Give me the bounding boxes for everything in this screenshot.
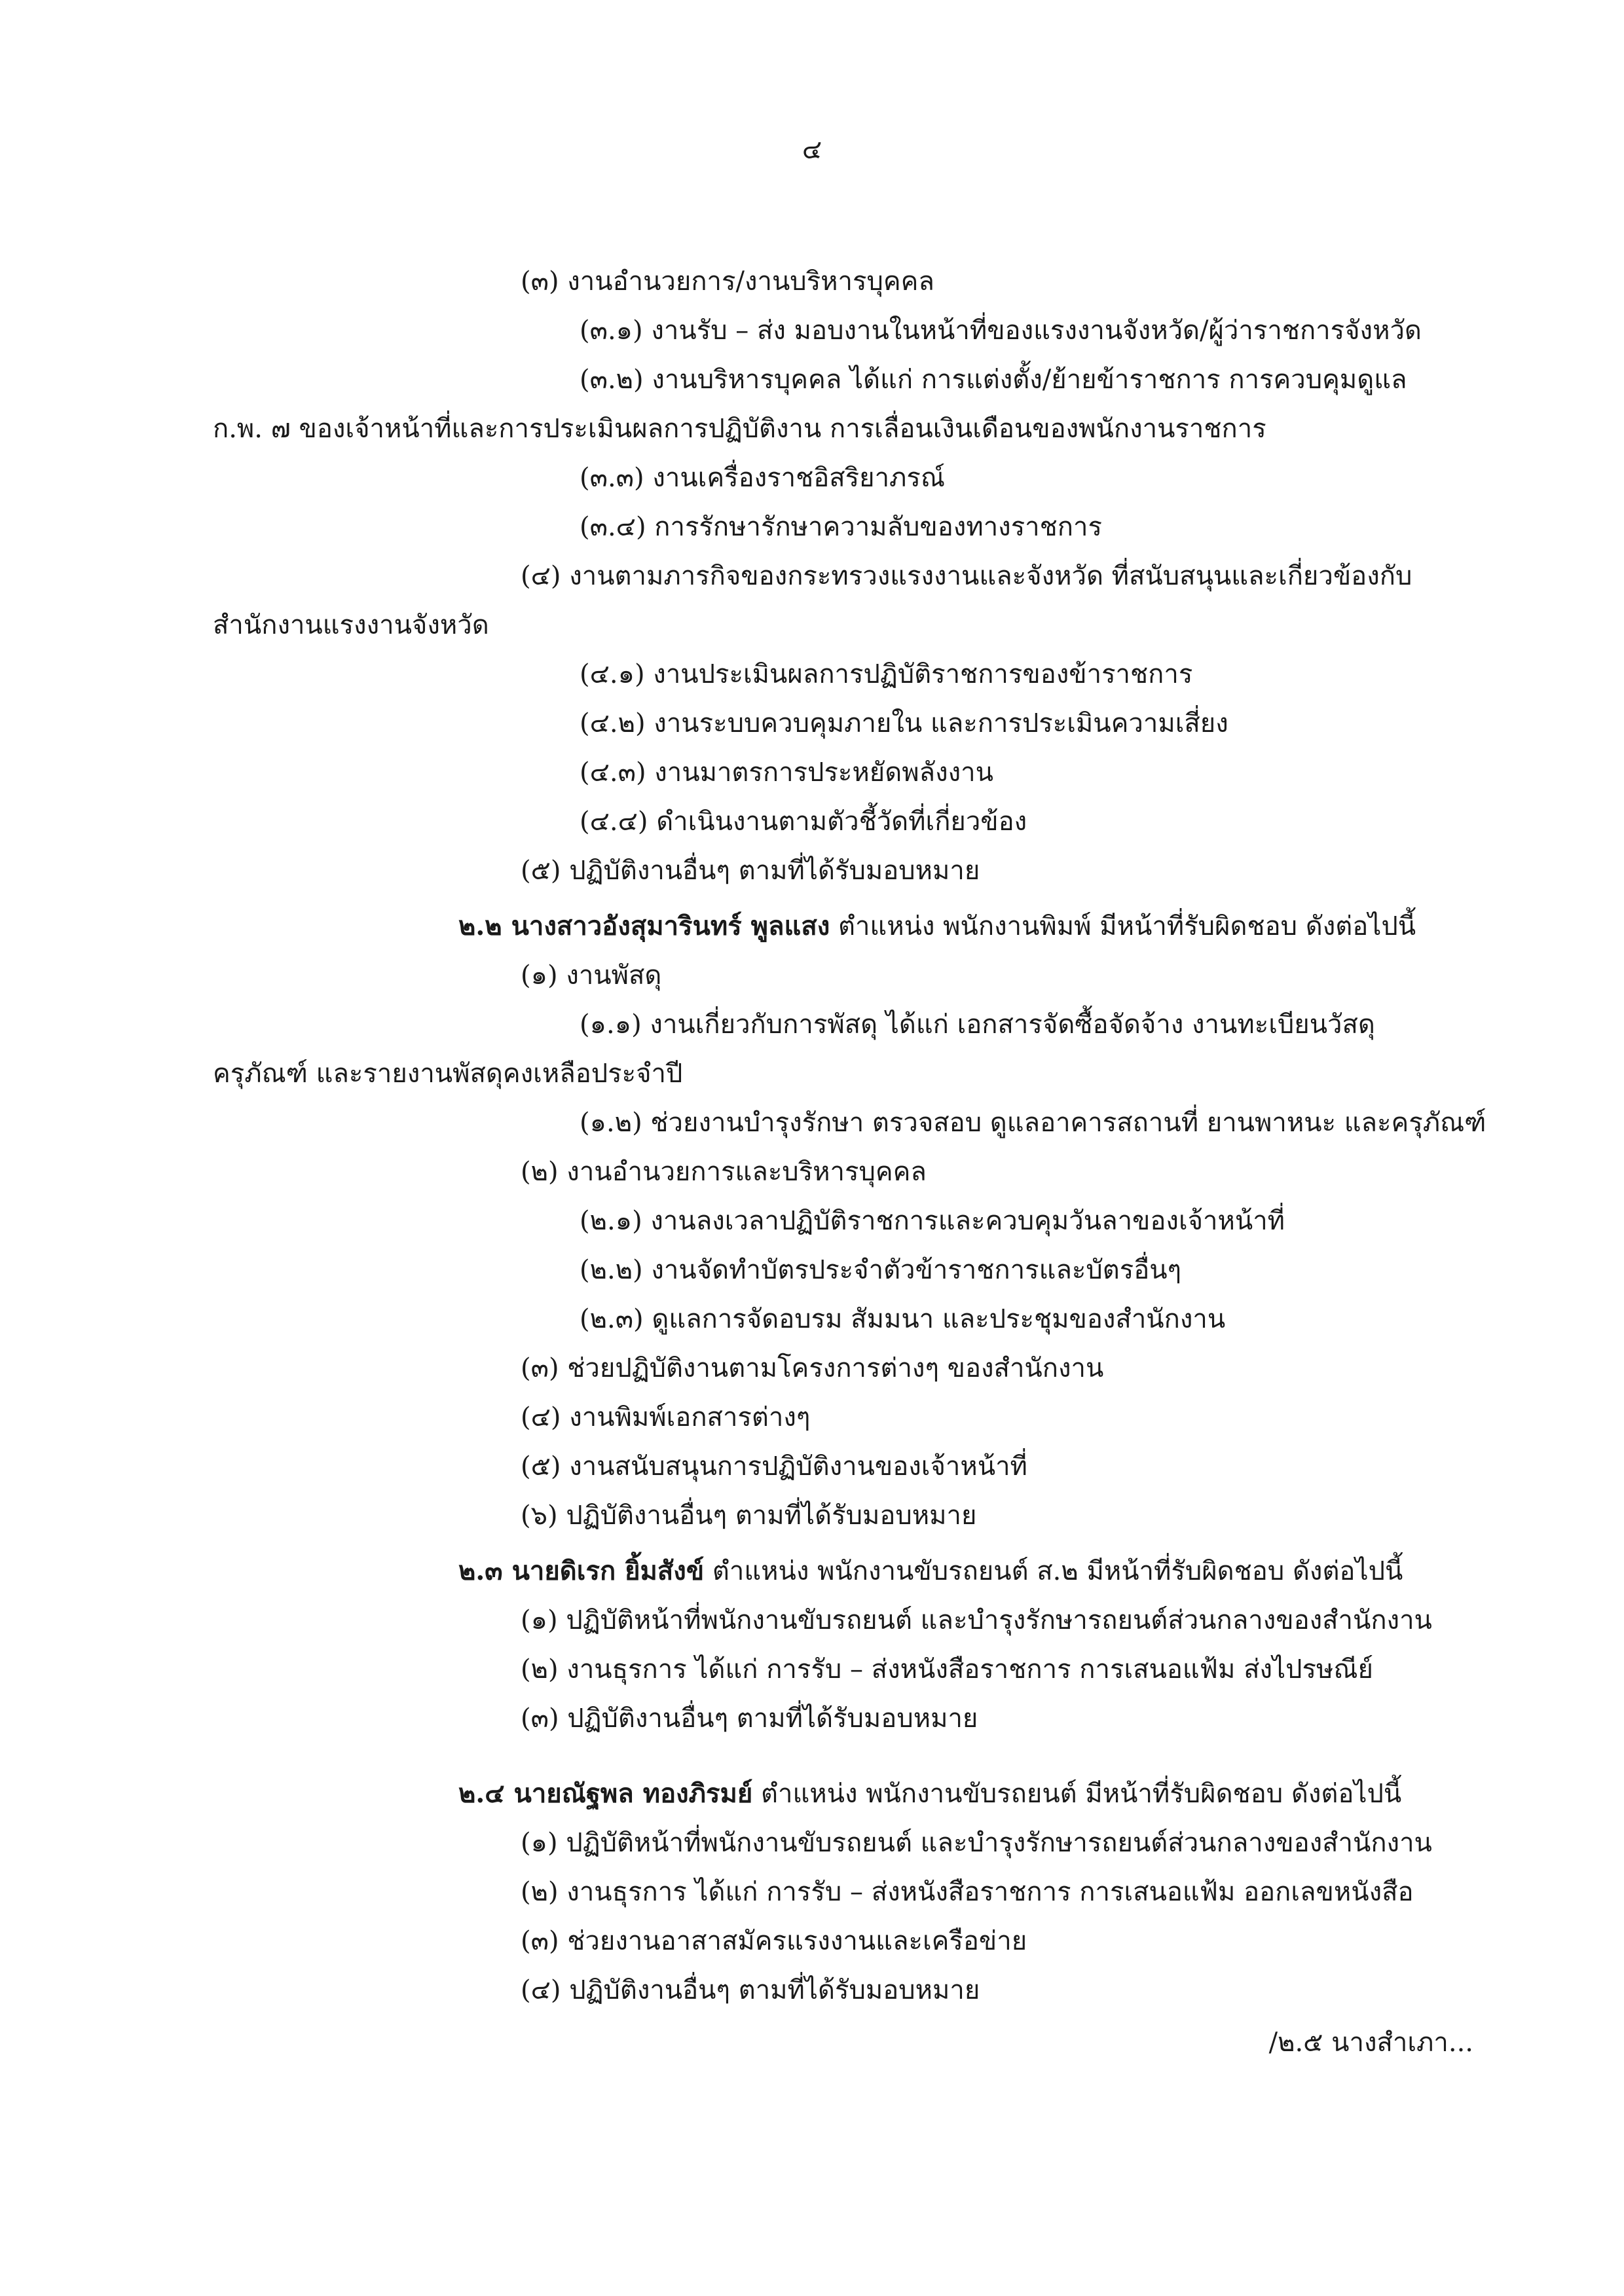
person-2-2-name: ๒.๒ นางสาวอังสุมารินทร์ พูลแสง: [458, 911, 830, 941]
item-4-4: (๔.๔) ดำเนินงานตามตัวชี้วัดที่เกี่ยวข้อง: [580, 807, 1027, 837]
person-2-3-name: ๒.๓ นายดิเรก ยิ้มสังข์: [458, 1556, 705, 1586]
p22-item-3: (๓) ช่วยปฏิบัติงานตามโครงการต่างๆ ของสำนักงาน: [521, 1353, 1104, 1383]
item-3-1: (๓.๑) งานรับ – ส่ง มอบงานในหน้าที่ของแรงงานจังหวัด/ผู้ว่าราชการจังหวัด: [580, 316, 1422, 346]
p24-item-1: (๑) ปฏิบัติหน้าที่พนักงานขับรถยนต์ และบำรุงรักษารถยนต์ส่วนกลางของสำนักงาน: [521, 1828, 1432, 1858]
p22-item-1-2: (๑.๒) ช่วยงานบำรุงรักษา ตรวจสอบ ดูแลอาคารสถานที่ ยานพาหนะ และครุภัณฑ์: [580, 1108, 1486, 1138]
person-2-4-heading: [458, 1777, 1401, 1811]
item-3-2: (๓.๒) งานบริหารบุคคล ได้แก่ การแต่งตั้ง/ย้ายข้าราชการ การควบคุมดูแล: [580, 365, 1407, 395]
item-4-3: (๔.๓) งานมาตรการประหยัดพลังงาน: [580, 757, 993, 788]
p22-item-4: (๔) งานพิมพ์เอกสารต่างๆ: [521, 1402, 811, 1432]
p24-item-2: (๒) งานธุรการ ได้แก่ การรับ – ส่งหนังสือราชการ การเสนอแฟ้ม ออกเลขหนังสือ: [521, 1877, 1414, 1907]
continuation-note: /๒.๕ นางสำเภา...: [1268, 2028, 1473, 2058]
p22-item-2-3: (๒.๓) ดูแลการจัดอบรม สัมมนา และประชุมของสำนักงาน: [580, 1304, 1226, 1334]
p22-item-2-2: (๒.๒) งานจัดทำบัตรประจำตัวข้าราชการและบัตรอื่นๆ: [580, 1255, 1182, 1285]
p22-item-1-1-continued: ครุภัณฑ์ และรายงานพัสดุคงเหลือประจำปี: [213, 1059, 683, 1089]
p24-item-4: (๔) ปฏิบัติงานอื่นๆ ตามที่ได้รับมอบหมาย: [521, 1975, 980, 2005]
item-4-1: (๔.๑) งานประเมินผลการปฏิบัติราชการของข้าราชการ: [580, 659, 1193, 689]
p23-item-2: (๒) งานธุรการ ได้แก่ การรับ – ส่งหนังสือราชการ การเสนอแฟ้ม ส่งไปรษณีย์: [521, 1654, 1373, 1685]
person-2-4-position: ตำแหน่ง พนักงานขับรถยนต์ มีหน้าที่รับผิดชอบ ดังต่อไปนี้: [752, 1779, 1402, 1809]
person-2-2-position: ตำแหน่ง พนักงานพิมพ์ มีหน้าที่รับผิดชอบ ดังต่อไปนี้: [830, 911, 1416, 941]
section3-heading: (๓) งานอำนวยการ/งานบริหารบุคคล: [521, 266, 934, 297]
p23-item-1: (๑) ปฏิบัติหน้าที่พนักงานขับรถยนต์ และบำรุงรักษารถยนต์ส่วนกลางของสำนักงาน: [521, 1605, 1432, 1635]
item-4-2: (๔.๒) งานระบบควบคุมภายใน และการประเมินความเสี่ยง: [580, 708, 1228, 738]
p22-item-2-1: (๒.๑) งานลงเวลาปฏิบัติราชการและควบคุมวันลาของเจ้าหน้าที่: [580, 1206, 1285, 1236]
p24-item-3: (๓) ช่วยงานอาสาสมัครแรงงานและเครือข่าย: [521, 1926, 1027, 1956]
person-2-3-position: ตำแหน่ง พนักงานขับรถยนต์ ส.๒ มีหน้าที่รับผิดชอบ ดังต่อไปนี้: [704, 1556, 1403, 1586]
item-3-3: (๓.๓) งานเครื่องราชอิสริยาภรณ์: [580, 463, 946, 493]
p22-item-6: (๖) ปฏิบัติงานอื่นๆ ตามที่ได้รับมอบหมาย: [521, 1501, 977, 1531]
p22-item-2: (๒) งานอำนวยการและบริหารบุคคล: [521, 1157, 927, 1187]
item-3-2-continued: ก.พ. ๗ ของเจ้าหน้าที่และการประเมินผลการปฏิบัติงาน การเลื่อนเงินเดือนของพนักงานราชการ: [213, 414, 1266, 444]
p23-item-3: (๓) ปฏิบัติงานอื่นๆ ตามที่ได้รับมอบหมาย: [521, 1704, 978, 1734]
section4-heading-continued: สำนักงานแรงงานจังหวัด: [213, 610, 489, 640]
person-2-2-heading: [458, 909, 1416, 943]
section5-item: (๕) ปฏิบัติงานอื่นๆ ตามที่ได้รับมอบหมาย: [521, 856, 980, 886]
p22-item-5: (๕) งานสนับสนุนการปฏิบัติงานของเจ้าหน้าที่: [521, 1451, 1027, 1482]
item-3-4: (๓.๔) การรักษารักษาความลับของทางราชการ: [580, 512, 1102, 542]
p22-item-1: (๑) งานพัสดุ: [521, 960, 662, 991]
section4-heading: (๔) งานตามภารกิจของกระทรวงแรงงานและจังหวัด ที่สนับสนุนและเกี่ยวข้องกับ: [521, 561, 1412, 591]
person-2-3-heading: [458, 1554, 1403, 1588]
p22-item-1-1: (๑.๑) งานเกี่ยวกับการพัสดุ ได้แก่ เอกสารจัดซื้อจัดจ้าง งานทะเบียนวัสดุ: [580, 1010, 1375, 1040]
person-2-4-name: ๒.๔ นายณัฐพล ทองภิรมย์: [458, 1778, 753, 1809]
page-number: ๔: [802, 135, 822, 165]
